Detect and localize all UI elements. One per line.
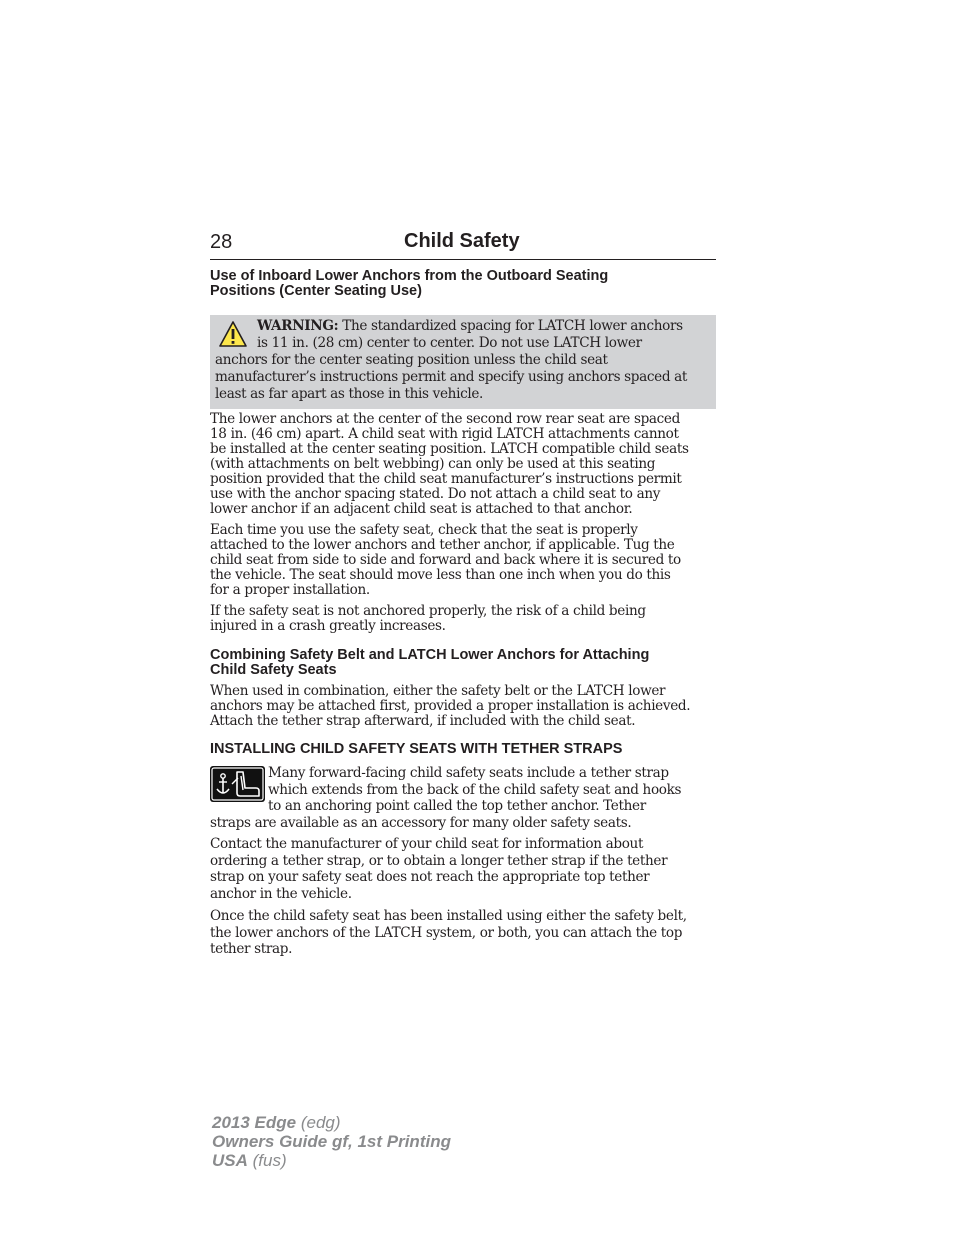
section-heading-inboard-anchors: Use of Inboard Lower Anchors from the Outboard Seating Positions (Center Seating Use) — [210, 268, 609, 299]
warning-text: WARNING: The standardized spacing for LATCH lower anchors is 11 in. (28 cm) center to center. Do not use LATCH lower anchors for the center seating position unless the child seat manufacturer’s instructions permit and specify using anchors spaced at least as far apart as those in this vehicle. — [215, 318, 688, 402]
paragraph-check-seat: Each time you use the safety seat, check that the seat is properly attached to the lower anchors and tether anchor, if applicable. Tug the child seat from side to side and forward and back where it is secured to the vehicle. The seat should move less than one inch when you do this for a proper installation. — [210, 522, 681, 598]
paragraph-risk: If the safety seat is not anchored properly, the risk of a child being injured in a crash greatly increases. — [210, 603, 646, 634]
paragraph-contact-manufacturer: Contact the manufacturer of your child seat for information about ordering a tether strap, or to obtain a longer tether strap if the tether strap on your safety seat does not reach the appropriate top tether anchor in the vehicle. — [210, 836, 668, 902]
page-number: 28 — [210, 231, 233, 253]
paragraph-combination: When used in combination, either the safety belt or the LATCH lower anchors may be attached first, provided a proper installation is achieved. Attach the tether strap afterward, if included with the child seat. — [210, 683, 691, 729]
section-heading-tether-straps: INSTALLING CHILD SAFETY SEATS WITH TETHER STRAPS — [210, 741, 623, 757]
section-heading-combining: Combining Safety Belt and LATCH Lower Anchors for Attaching Child Safety Seats — [210, 647, 650, 678]
page-header — [210, 229, 716, 260]
warning-box — [210, 315, 716, 409]
warning-label: WARNING: — [257, 318, 339, 334]
chapter-title: Child Safety — [404, 230, 520, 252]
page-footer: 2013 Edge (edg) Owners Guide gf, 1st Printing USA (fus) — [212, 1113, 451, 1170]
paragraph-tether-intro: Many forward-facing child safety seats include a tether strap which extends from the back of the child safety seat and hooks to an anchoring point called the top tether anchor. Tether straps are available as an accessory for many older safety seats. — [210, 765, 682, 831]
paragraph-lower-anchors: The lower anchors at the center of the second row rear seat are spaced 18 in. (46 cm) apart. A child seat with rigid LATCH attachments cannot be installed at the center seating position. LATCH compatible child seats (with attachments on belt webbing) can only be used at this seating position provided that the child seat manufacturer’s instructions permit use with the anchor spacing stated. Do not attach a child seat to any lower anchor if an adjacent child seat is attached to that anchor. — [210, 411, 689, 517]
paragraph-attach-tether: Once the child safety seat has been installed using either the safety belt, the lower anchors of the LATCH system, or both, you can attach the top tether strap. — [210, 908, 687, 957]
